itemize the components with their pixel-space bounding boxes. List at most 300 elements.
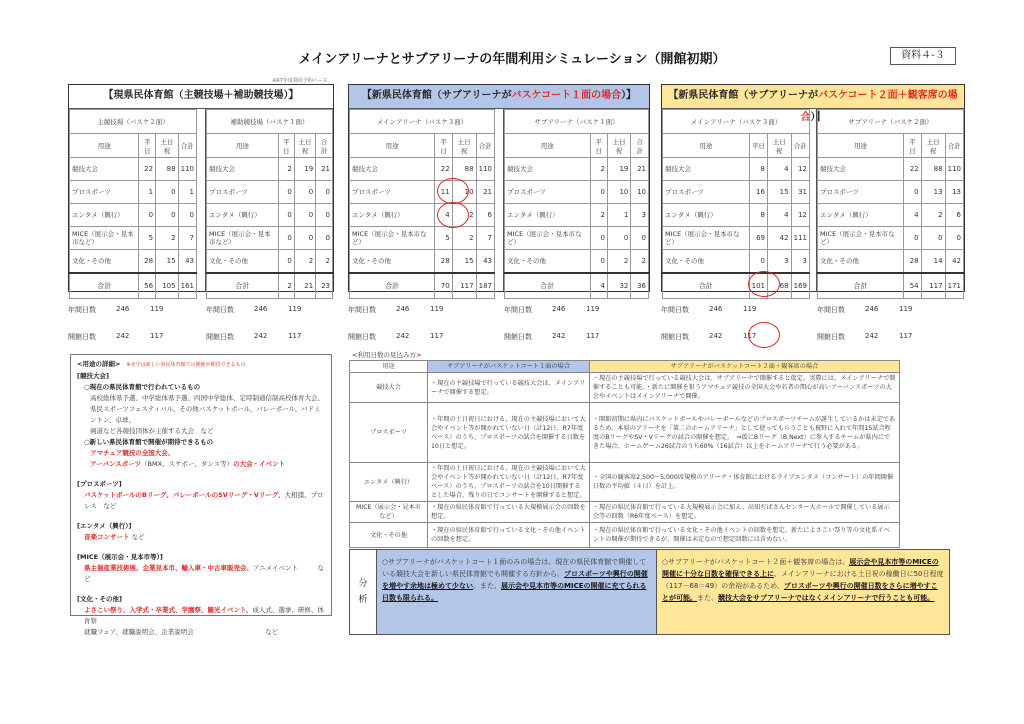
column-header: 用途 xyxy=(350,134,435,158)
ent-heading: [エンタメ（興行）] xyxy=(77,522,132,530)
column-header: 合計 xyxy=(631,134,649,158)
cell-value: 15 xyxy=(156,250,179,273)
table-row xyxy=(70,227,197,250)
culture-rest-line: 就職フェア、就職説明会、企業説明会 など xyxy=(84,628,279,636)
cell-value: 10 xyxy=(631,181,649,204)
table-row xyxy=(350,250,495,273)
cell-value: 13 xyxy=(945,181,963,204)
table-row xyxy=(505,273,649,299)
table-row xyxy=(818,227,964,250)
estimation-label: <利用日数の見込み方> xyxy=(352,351,422,359)
estimation-row xyxy=(350,373,900,403)
column-header: 合計 xyxy=(476,134,494,158)
analysis-text: また、 xyxy=(697,594,718,602)
cell-value: 0 xyxy=(590,227,607,250)
table-row xyxy=(70,204,197,227)
ent-red: 音楽コンサート xyxy=(84,533,130,541)
panel-title xyxy=(69,85,333,109)
open-days-value: 117 xyxy=(430,332,444,340)
arena-caption: メインアリーナ（バスケ３面） xyxy=(663,110,810,134)
column-header: 用途 xyxy=(818,134,904,158)
highlight-circle xyxy=(437,202,469,228)
annual-days-value: 246 xyxy=(396,305,410,313)
cell-value: 15 xyxy=(452,250,476,273)
cell-value: 1 xyxy=(139,181,156,204)
open-days-value: 242 xyxy=(254,332,268,340)
page-title: メインアリーナとサブアリーナの年間利用シミュレーション（開館初期） xyxy=(298,52,726,67)
column-header: 用途 xyxy=(70,134,139,158)
row-label: MICE（展示会・見本市など） xyxy=(70,227,139,250)
column-header: 土日祝 xyxy=(452,134,476,158)
cell-value: 171 xyxy=(945,273,963,299)
open-days-label: 開館日数 xyxy=(661,333,689,341)
cell-value: 10 xyxy=(607,181,630,204)
cell-value: 5 xyxy=(435,227,453,250)
table-row xyxy=(818,181,964,204)
annual-days-value: 119 xyxy=(743,305,757,313)
annual-days-value: 246 xyxy=(865,305,879,313)
culture-red: よさこい祭り、入学式・卒業式、学園祭、観光イベント、 xyxy=(84,606,253,614)
estimation-case2: ・現在の県民体育館で行っている大規模展示会に加え、高知ぢばさんセンター大ホールで開催している展示会等の回数（R6年度ベース）を想定。 xyxy=(589,502,899,523)
cell-value: 4 xyxy=(768,158,792,181)
estimation-row xyxy=(350,502,900,523)
annual-days-value: 246 xyxy=(709,305,723,313)
cell-value: 12 xyxy=(791,158,809,181)
cell-value: 0 xyxy=(294,204,315,227)
cell-value: 19 xyxy=(607,158,630,181)
column-header: 合計 xyxy=(945,134,963,158)
cell-value: 42 xyxy=(768,227,792,250)
estimation-row xyxy=(350,523,900,548)
row-label: MICE（展示会・見本市など） xyxy=(663,227,750,250)
cell-value: 105 xyxy=(156,273,179,299)
row-label: MICE（展示会・見本市など） xyxy=(207,227,279,250)
analysis-text: ○サブアリーナがバスケットコート１面のみの場合は、現在の県民体育館で開催している競技大会を新しい県民体育館でも開催する方針から、 xyxy=(382,558,647,578)
open-days-value: 117 xyxy=(586,332,600,340)
column-header: 土日祝 xyxy=(921,134,945,158)
estimation-use: エンタメ（興行） xyxy=(350,463,428,502)
open-days-label: 開館日数 xyxy=(68,333,96,341)
cell-value: 3 xyxy=(768,250,792,273)
open-days-value: 242 xyxy=(116,332,130,340)
cell-value: 28 xyxy=(435,250,453,273)
annual-days-label: 年間日数 xyxy=(348,306,376,314)
scenario-panel xyxy=(661,84,965,292)
column-header: 合計 xyxy=(791,134,809,158)
annual-days-label: 年間日数 xyxy=(68,306,96,314)
open-days-value: 117 xyxy=(288,332,302,340)
pro-red: バスケットボールのBリーグ、バレーボールのSVリーグ・Vリーグ、 xyxy=(84,491,285,499)
cell-value: 0 xyxy=(904,227,922,250)
column-header: 用途 xyxy=(505,134,591,158)
mice-red: 県主催産業技術展、企業見本市、輸入車・中古車販売会、 xyxy=(84,564,253,572)
sports-current-line: 県民スポーツフェスティバル、その他バスケットボール、バレーボール、バドミントン、卓球、 xyxy=(90,405,321,424)
right-arena-table xyxy=(816,109,964,291)
cell-value: 0 xyxy=(156,204,179,227)
column-header: 用途 xyxy=(663,134,750,158)
cell-value: 43 xyxy=(178,250,196,273)
cell-value: 6 xyxy=(476,204,494,227)
row-label: 文化・その他 xyxy=(818,250,904,273)
basis-note: ※R7年度利用予約ベース xyxy=(272,78,328,84)
cell-value: 110 xyxy=(945,158,963,181)
cell-value: 21 xyxy=(476,181,494,204)
table-row xyxy=(818,158,964,181)
cell-value: 11 xyxy=(435,181,453,204)
highlight-circle xyxy=(437,178,469,204)
cell-value: 2 xyxy=(278,273,294,299)
column-header: 平日 xyxy=(139,134,156,158)
table-row xyxy=(70,181,197,204)
arena-caption: サブアリーナ（バスケ２面） xyxy=(818,110,964,134)
table-row xyxy=(663,227,810,250)
sports-current-line: 剣道など各競技団体が主催する大会 など xyxy=(90,427,214,435)
cell-value: 4 xyxy=(435,204,453,227)
cell-value: 0 xyxy=(945,227,963,250)
cell-value: 1 xyxy=(607,204,630,227)
red-note: ※赤字は新しい県民体育館での開催が期待できるもの xyxy=(126,362,246,368)
panel-title-part: ）】 xyxy=(621,90,637,101)
annual-days-value: 246 xyxy=(552,305,566,313)
table-row xyxy=(70,250,197,273)
row-label: 合計 xyxy=(350,273,435,299)
row-label: 合計 xyxy=(70,273,139,299)
table-row xyxy=(505,204,649,227)
scenario-panel xyxy=(68,84,334,292)
arena-caption: サブアリーナ（バスケ１面） xyxy=(505,110,649,134)
annual-days-value: 119 xyxy=(430,305,444,313)
column-header: 用途 xyxy=(207,134,279,158)
row-label: プロスポーツ xyxy=(663,181,750,204)
estimation-table xyxy=(349,360,900,548)
urban-sports: アーバンスポーツ xyxy=(90,460,142,468)
cell-value: 88 xyxy=(452,158,476,181)
cell-value: 0 xyxy=(294,227,315,250)
row-label: エンタメ（興行） xyxy=(505,204,591,227)
estimation-use: 競技大会 xyxy=(350,373,428,403)
estimation-use: 文化・その他 xyxy=(350,523,428,548)
cell-value: 3 xyxy=(631,204,649,227)
table-row xyxy=(505,181,649,204)
table-row xyxy=(663,158,810,181)
estimation-case2: ・全国の観客席2,500～5,000席規模のアリーナ・体育館におけるライブエンタメ（コンサート）の年間開催日数の平均値（４日）を計上。 xyxy=(589,463,899,502)
analysis-emphasis: プロスポーツや興行の開催日数をさらに増やすことが可能。 xyxy=(662,582,938,602)
analysis-emphasis: プロスポーツや興行の開催を増やす余地は極めて少ない xyxy=(382,570,648,590)
table-row xyxy=(663,204,810,227)
cell-value: 88 xyxy=(156,158,179,181)
row-label: 合計 xyxy=(663,273,750,299)
est-header-case1: サブアリーナがバスケットコート１面の場合 xyxy=(428,361,590,373)
row-label: 合計 xyxy=(505,273,591,299)
cell-value: 110 xyxy=(178,158,196,181)
cell-value: 0 xyxy=(607,227,630,250)
cell-value: 68 xyxy=(768,273,792,299)
cell-value: 14 xyxy=(921,250,945,273)
row-label: 合計 xyxy=(207,273,279,299)
arena-caption: メインアリーナ（バスケ３面） xyxy=(350,110,495,134)
row-label: MICE（展示会・見本市など） xyxy=(505,227,591,250)
cell-value: 88 xyxy=(921,158,945,181)
annual-days-label: 年間日数 xyxy=(504,306,532,314)
table-row xyxy=(505,227,649,250)
open-days-label: 開館日数 xyxy=(206,333,234,341)
annual-days-value: 119 xyxy=(586,305,600,313)
table-row xyxy=(70,273,197,299)
culture-rest: 成人式、選挙、研修、体育祭 xyxy=(84,606,324,625)
cell-value: 161 xyxy=(178,273,196,299)
cell-value: 0 xyxy=(294,181,315,204)
column-header: 土日祝 xyxy=(768,134,792,158)
open-days-label: 開館日数 xyxy=(348,333,376,341)
annual-days-value: 246 xyxy=(254,305,268,313)
row-label: エンタメ（興行） xyxy=(350,204,435,227)
row-label: 競技大会 xyxy=(70,158,139,181)
panel-title-part: 【新県民体育館（サブアリーナが xyxy=(361,90,512,101)
cell-value: 2 xyxy=(921,204,945,227)
row-label: 合計 xyxy=(818,273,904,299)
column-header: 土日祝 xyxy=(294,134,315,158)
cell-value: 21 xyxy=(316,158,333,181)
cell-value: 169 xyxy=(791,273,809,299)
open-days-value: 242 xyxy=(865,332,879,340)
estimation-case2: ・開館初期に県内にバスケットボールやバレーボールなどのプロスポーツチームが誕生しているかは未定であるため、本県のアリーナを「第二のホームアリーナ」として使ってもらうことも視野に入れて年間15試合程度のBリーグやSV・Vリーグの試合の開催を想定。 ⇒仮にBリーグ（B.Next）に参入するチームが県内にできた場合、ホームゲーム26試合のうち60%（16試合）以上をホームアリーナで行う必要がある。 xyxy=(589,403,899,463)
row-label: エンタメ（興行） xyxy=(207,204,279,227)
analysis-emphasis: 展示会や見本市等のMICEの開催に充てられる日数も限られる。 xyxy=(382,582,647,602)
cell-value: 0 xyxy=(590,250,607,273)
row-label: プロスポーツ xyxy=(505,181,591,204)
cell-value: 21 xyxy=(631,158,649,181)
column-header: 平日 xyxy=(590,134,607,158)
table-row xyxy=(207,250,333,273)
urban-sports-examples: （BMX、スケボー、ダンス等） xyxy=(141,460,234,468)
urban-sports-events: の大会・イベント xyxy=(233,460,286,468)
analysis-box xyxy=(349,549,950,635)
cell-value: 13 xyxy=(921,181,945,204)
est-header-case2: サブアリーナがバスケットコート２面＋観客席の場合 xyxy=(589,361,899,373)
cell-value: 22 xyxy=(904,158,922,181)
column-header: 平日 xyxy=(749,134,767,158)
estimation-case1: ・現在の県民体育館で行っている文化・その他イベントの回数を想定。 xyxy=(428,523,590,548)
arena-caption: 補助競技場（バスケ１面） xyxy=(207,110,333,134)
pro-heading: [プロスポーツ] xyxy=(77,480,122,488)
cell-value: 5 xyxy=(139,227,156,250)
analysis-case1 xyxy=(377,550,657,634)
row-label: 競技大会 xyxy=(818,158,904,181)
row-label: MICE（展示会・見本市など） xyxy=(818,227,904,250)
analysis-case2 xyxy=(657,550,949,634)
sports-current-heading: ○現在の県民体育館で行われているもの xyxy=(84,383,201,391)
cell-value: 0 xyxy=(316,181,333,204)
annual-days-value: 119 xyxy=(150,305,164,313)
cell-value: 2 xyxy=(156,227,179,250)
cell-value: 2 xyxy=(316,250,333,273)
table-row xyxy=(207,181,333,204)
open-days-label: 開館日数 xyxy=(817,333,845,341)
table-row xyxy=(70,158,197,181)
open-days-value: 242 xyxy=(396,332,410,340)
mice-heading: [MICE（展示会・見本市等）] xyxy=(77,553,163,561)
cell-value: 56 xyxy=(139,273,156,299)
cell-value: 0 xyxy=(904,181,922,204)
panel-title-part: バスケコート２面＋観客席の場合 xyxy=(800,90,958,123)
row-label: 文化・その他 xyxy=(663,250,750,273)
cell-value: 0 xyxy=(278,181,294,204)
cell-value: 117 xyxy=(921,273,945,299)
open-days-value: 242 xyxy=(709,332,723,340)
cell-value: 0 xyxy=(278,227,294,250)
panel-title-part: ）】 xyxy=(810,112,826,123)
row-label: 文化・その他 xyxy=(207,250,279,273)
cell-value: 2 xyxy=(294,250,315,273)
analysis-label xyxy=(350,550,377,634)
cell-value: 187 xyxy=(476,273,494,299)
annual-days-value: 119 xyxy=(288,305,302,313)
row-label: 文化・その他 xyxy=(350,250,435,273)
cell-value: 8 xyxy=(749,158,767,181)
table-row xyxy=(818,250,964,273)
table-row xyxy=(505,250,649,273)
left-arena-table xyxy=(349,109,495,291)
cell-value: 0 xyxy=(156,181,179,204)
cell-value: 22 xyxy=(435,158,453,181)
row-label: プロスポーツ xyxy=(350,181,435,204)
table-row xyxy=(350,204,495,227)
cell-value: 7 xyxy=(178,227,196,250)
table-row xyxy=(207,204,333,227)
column-header: 平日 xyxy=(435,134,453,158)
open-days-value: 242 xyxy=(552,332,566,340)
cell-value: 0 xyxy=(749,250,767,273)
annual-days-label: 年間日数 xyxy=(206,306,234,314)
column-header: 合計 xyxy=(316,134,333,158)
panel-title-part: 【新県民体育館（サブアリーナが xyxy=(668,90,818,101)
cell-value: 2 xyxy=(278,158,294,181)
annual-days-value: 119 xyxy=(899,305,913,313)
cell-value: 23 xyxy=(316,273,333,299)
row-label: MICE（展示会・見本市など） xyxy=(350,227,435,250)
cell-value: 0 xyxy=(921,227,945,250)
usage-heading: <用途の詳細> xyxy=(77,360,121,368)
annual-days-label: 年間日数 xyxy=(661,306,689,314)
panel-title-part: バスケコート１面の場合 xyxy=(511,90,622,101)
table-row xyxy=(207,273,333,299)
pro-rest: 大相撲、プロレス など xyxy=(84,491,324,510)
estimation-row xyxy=(350,463,900,502)
cell-value: 70 xyxy=(435,273,453,299)
panel-title-part: 【現県民体育館（主競技場＋補助競技場）】 xyxy=(103,90,299,101)
cell-value: 0 xyxy=(278,204,294,227)
open-days-value: 117 xyxy=(743,332,757,340)
table-row xyxy=(350,227,495,250)
cell-value: 2 xyxy=(607,250,630,273)
cell-value: 21 xyxy=(294,273,315,299)
ent-rest: など xyxy=(131,533,145,541)
row-label: プロスポーツ xyxy=(207,181,279,204)
panel-title xyxy=(349,85,649,109)
cell-value: 2 xyxy=(590,204,607,227)
cell-value: 0 xyxy=(178,204,196,227)
analysis-label-2: 析 xyxy=(358,595,368,605)
cell-value: 1 xyxy=(178,181,196,204)
cell-value: 42 xyxy=(945,250,963,273)
cell-value: 110 xyxy=(476,158,494,181)
row-label: 競技大会 xyxy=(207,158,279,181)
cell-value: 2 xyxy=(452,204,476,227)
row-label: 文化・その他 xyxy=(70,250,139,273)
right-arena-table xyxy=(503,109,649,291)
cell-value: 3 xyxy=(791,250,809,273)
cell-value: 0 xyxy=(316,227,333,250)
analysis-text: 。また、 xyxy=(473,582,501,590)
row-label: エンタメ（興行） xyxy=(70,204,139,227)
cell-value: 32 xyxy=(607,273,630,299)
estimation-case1: ・年間の土日祝日における、現在の主競技場において大会やイベント等が開かれていない日（計12日、R7年度ベース）のうち、プロスポーツの試合を開催する日数を10日と想定。 xyxy=(428,403,590,463)
cell-value: 2 xyxy=(590,158,607,181)
analysis-label-1: 分 xyxy=(358,579,368,589)
cell-value: 101 xyxy=(749,273,767,299)
open-days-value: 117 xyxy=(150,332,164,340)
sports-new-heading: ○新しい県民体育館で開催が期待できるもの xyxy=(84,438,214,446)
annual-days-value: 246 xyxy=(116,305,130,313)
row-label: プロスポーツ xyxy=(70,181,139,204)
analysis-text: 、メインアリーナにおける土日祝の稼働日に50日程度（117－68＝49）の余裕があるため、 xyxy=(662,570,944,590)
column-header: 土日祝 xyxy=(607,134,630,158)
culture-heading: [文化・その他] xyxy=(77,595,122,603)
est-header-use: 用途 xyxy=(350,361,428,373)
cell-value: 6 xyxy=(945,204,963,227)
row-label: プロスポーツ xyxy=(818,181,904,204)
usage-details-box xyxy=(70,354,332,636)
mice-rest: アニメイベント など xyxy=(84,564,325,583)
column-header: 土日祝 xyxy=(156,134,179,158)
table-row xyxy=(663,273,810,299)
table-row xyxy=(818,204,964,227)
row-label: 競技大会 xyxy=(350,158,435,181)
cell-value: 28 xyxy=(904,250,922,273)
analysis-emphasis: 競技大会をサブアリーナではなくメインアリーナで行うことも可能。 xyxy=(718,594,935,602)
annual-days-label: 年間日数 xyxy=(817,306,845,314)
table-row xyxy=(350,181,495,204)
cell-value: 22 xyxy=(139,158,156,181)
highlight-circle xyxy=(748,322,780,348)
cell-value: 4 xyxy=(904,204,922,227)
open-days-label: 開館日数 xyxy=(504,333,532,341)
estimation-case1: ・年間の土日祝日における、現在の主競技場において大会やイベント等が開かれていない日（計12日、R7年度ベース）のうち、プロスポーツの試合を10日開催するとした場合、残りの日でコンサートを開催すると想定。 xyxy=(428,463,590,502)
cell-value: 10 xyxy=(452,181,476,204)
cell-value: 117 xyxy=(452,273,476,299)
cell-value: 7 xyxy=(476,227,494,250)
row-label: 文化・その他 xyxy=(505,250,591,273)
row-label: 競技大会 xyxy=(505,158,591,181)
cell-value: 0 xyxy=(316,204,333,227)
highlight-circle xyxy=(748,271,780,297)
cell-value: 0 xyxy=(631,227,649,250)
sports-new-line: アマチュア競技の全国大会、 xyxy=(90,449,175,457)
table-row xyxy=(663,250,810,273)
cell-value: 8 xyxy=(749,204,767,227)
cell-value: 54 xyxy=(904,273,922,299)
cell-value: 0 xyxy=(590,181,607,204)
left-arena-table xyxy=(69,109,197,291)
arena-caption: 主競技場（バスケ２面） xyxy=(70,110,197,134)
cell-value: 111 xyxy=(791,227,809,250)
document-number-badge: 資料４-３ xyxy=(890,47,956,65)
cell-value: 36 xyxy=(631,273,649,299)
scenario-panel xyxy=(348,84,650,292)
estimation-row xyxy=(350,403,900,463)
analysis-text: ○サブアリーナがバスケットコート２面＋観客席の場合は、 xyxy=(662,558,850,566)
analysis-emphasis: 展示会や見本市等のMICEの開催に十分な日数を確保できる上に xyxy=(662,558,939,578)
